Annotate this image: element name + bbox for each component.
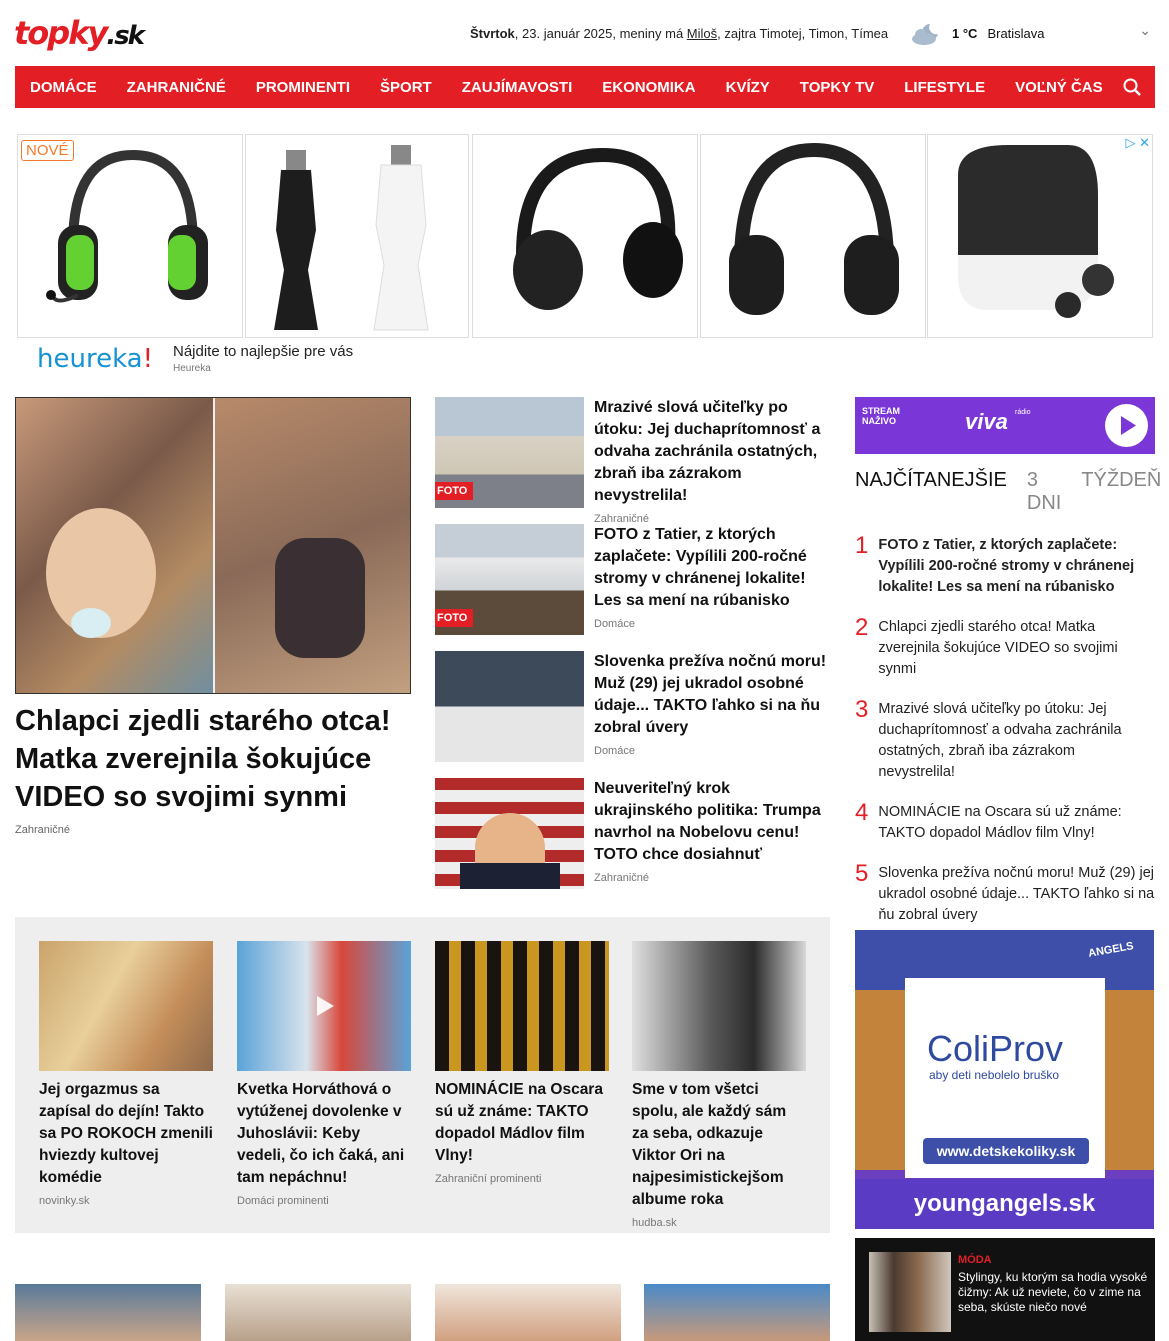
banner-footer: youngangels.sk [855, 1179, 1154, 1229]
nav-zaujimavosti[interactable]: ZAUJÍMAVOSTI [461, 78, 573, 96]
main-nav [15, 66, 1155, 108]
weekday: Štvrtok [470, 26, 515, 41]
article-thumb[interactable] [435, 397, 584, 508]
article-thumb[interactable] [15, 1284, 201, 1341]
article-title[interactable]: Slovenka prežíva nočnú moru! Muž (29) jej ukradol osobné údaje... TAKTO ľahko si na ňu zobral úvery [594, 653, 827, 736]
popular-item[interactable] [855, 696, 1155, 783]
article-thumb[interactable] [225, 1284, 411, 1341]
product-ad[interactable] [15, 132, 1155, 377]
play-icon[interactable] [309, 991, 339, 1021]
ad-product-headset-green[interactable] [17, 134, 243, 338]
moda-promo[interactable] [855, 1238, 1155, 1341]
nav-ekonomika[interactable]: EKONOMIKA [602, 78, 696, 96]
article-thumb[interactable] [435, 524, 584, 635]
nav-domace[interactable]: DOMÁCE [30, 78, 97, 96]
heureka-logo[interactable] [37, 344, 153, 374]
nav-topky-tv[interactable]: TOPKY TV [799, 78, 875, 96]
moda-title[interactable]: Stylingy, ku ktorým sa hodia vysoké čižmy: Ak už neviete, čo v zime na seba, skúste niečo nové [958, 1270, 1148, 1314]
nameday-link[interactable]: Miloš [686, 26, 718, 41]
radio-stream-label [862, 406, 900, 426]
list-item[interactable] [435, 397, 830, 524]
partner-thumb[interactable] [39, 941, 213, 1071]
lead-category[interactable]: Zahraničné [15, 824, 71, 836]
article-thumb[interactable] [435, 778, 584, 889]
nav-zahranicne[interactable]: ZAHRANIČNÉ [126, 78, 226, 96]
partner-source[interactable]: hudba.sk [632, 1217, 677, 1229]
popular-item[interactable] [855, 860, 1155, 926]
city: Bratislava [987, 25, 1045, 41]
coliprov-ad[interactable] [855, 930, 1154, 1229]
popular-title[interactable]: Chlapci zjedli starého otca! Matka zverejnila šokujúce VIDEO so svojimi synmi [878, 619, 1118, 677]
rank-number: 3 [855, 696, 869, 723]
rank-number: 2 [855, 614, 869, 641]
popular-item[interactable] [855, 532, 1155, 598]
adchoices-icon[interactable]: ▷ ✕ [1125, 135, 1150, 150]
article-title[interactable]: Mrazivé slová učiteľky po útoku: Jej duchaprítomnosť a odvaha zachránila ostatných, zbraň iba zázrakom nevystrelila! [594, 399, 821, 504]
banner-top-text: ANGELS [1087, 940, 1135, 960]
ad-product-mills[interactable] [245, 134, 469, 338]
list-item[interactable] [435, 524, 830, 651]
rank-number: 5 [855, 860, 869, 887]
article-title[interactable]: FOTO z Tatier, z ktorých zaplačete: Vypílili 200-ročné stromy v chránenej lokalite! Les sa mení na rúbanisko [594, 526, 807, 609]
partner-thumb[interactable] [632, 941, 806, 1071]
rank-number: 1 [855, 532, 869, 559]
temperature: 1 °C [952, 25, 978, 41]
logo-suffix: .sk [106, 21, 143, 51]
ad-sub: Heureka [173, 363, 211, 374]
popular-tabs [855, 469, 1162, 515]
search-icon[interactable] [1121, 76, 1143, 98]
tab-3-dni[interactable]: 3 DNI [1026, 469, 1062, 514]
popular-title[interactable]: NOMINÁCIE na Oscara sú už známe: TAKTO dopadol Mádlov film Vlny! [878, 804, 1122, 841]
tomorrow-names: , zajtra Timotej, Timon, Tímea [717, 26, 889, 41]
moda-thumb[interactable] [869, 1252, 951, 1332]
ad-tagline[interactable]: Nájdite to najlepšie pre vás [173, 343, 354, 360]
article-thumb[interactable] [435, 1284, 621, 1341]
date-info [470, 26, 888, 41]
popular-item[interactable] [855, 614, 1155, 680]
partner-title[interactable]: Kvetka Horváthová o vytúženej dovolenke v Juhoslávii: Keby vedeli, čo ich čaká, ani tam nepáchnu! [237, 1081, 405, 1186]
nav-kvizy[interactable]: KVÍZY [725, 78, 770, 96]
ad-product-headphones-black[interactable] [700, 134, 926, 338]
radio-line1: STREAM [862, 406, 900, 416]
tab-tyzden[interactable]: TÝŽDEŇ [1081, 469, 1162, 491]
date-text: , 23. január 2025, meniny má [514, 26, 687, 41]
radio-banner[interactable] [855, 397, 1155, 454]
chevron-down-icon[interactable]: ⌄ [1139, 22, 1151, 38]
article-category[interactable]: Zahraničné [594, 872, 650, 884]
list-item[interactable] [435, 778, 830, 905]
partner-articles [15, 917, 830, 1233]
partner-source[interactable]: Domáci prominenti [237, 1195, 329, 1207]
popular-title[interactable]: FOTO z Tatier, z ktorých zaplačete: Vypílili 200-ročné stromy v chránenej lokalite! Les sa mení na rúbanisko [878, 537, 1135, 595]
weather [910, 20, 1045, 46]
popular-item[interactable] [855, 799, 1155, 844]
sidebar [855, 397, 1162, 945]
nav-sport[interactable]: ŠPORT [380, 78, 432, 96]
partner-card[interactable] [237, 941, 411, 1207]
partner-card[interactable] [435, 941, 609, 1185]
heureka-brand: heureka [37, 344, 143, 374]
nav-prominenti[interactable]: PROMINENTI [255, 78, 351, 96]
radio-line2: NAŽIVO [862, 416, 897, 426]
lead-title[interactable]: Chlapci zjedli starého otca! Matka zverejnila šokujúce VIDEO so svojimi synmi [15, 705, 391, 813]
logo-main: topky [14, 14, 107, 52]
lead-article[interactable] [15, 397, 411, 836]
partner-title[interactable]: Jej orgazmus sa zapísal do dejín! Takto sa PO ROKOCH zmenili hviezdy kultovej komédie [39, 1081, 213, 1186]
lead-image[interactable] [15, 397, 411, 694]
heureka-mark: ! [142, 344, 154, 374]
ad-product-marshall[interactable] [472, 134, 698, 338]
moda-label[interactable]: MÓDA [958, 1254, 992, 1266]
popular-title[interactable]: Slovenka prežíva nočnú moru! Muž (29) jej ukradol osobné údaje... TAKTO ľahko si na ňu zobral úvery [878, 865, 1155, 923]
cloud-moon-icon [910, 20, 942, 46]
partner-card[interactable] [39, 941, 213, 1207]
article-category[interactable]: Domáce [594, 618, 635, 630]
foto-badge: FOTO [435, 609, 473, 627]
new-badge: NOVÉ [21, 140, 74, 161]
banner-tagline: aby deti nebolelo bruško [929, 1068, 1060, 1082]
rank-number: 4 [855, 799, 869, 826]
article-category[interactable]: Zahraničné [594, 513, 650, 525]
ad-product-earbuds[interactable] [927, 134, 1153, 338]
article-list [435, 397, 830, 905]
tab-najcitanejsie[interactable]: NAJČÍTANEJŠIE [855, 469, 1007, 491]
partner-title[interactable]: NOMINÁCIE na Oscara sú už známe: TAKTO dopadol Mádlov film Vlny! [435, 1081, 603, 1164]
popular-list [855, 532, 1155, 926]
nav-volny-cas[interactable]: VOĽNÝ ČAS [1015, 78, 1103, 96]
banner-url-button[interactable]: www.detskekoliky.sk [923, 1138, 1089, 1164]
article-title[interactable]: Neuveriteľný krok ukrajinského politika: Trumpa navrhol na Nobelovu cenu! TOTO chce dosiahnuť [594, 780, 821, 863]
partner-card[interactable] [632, 941, 806, 1229]
site-logo[interactable] [14, 14, 143, 52]
partner-source[interactable]: novinky.sk [39, 1195, 90, 1207]
list-item[interactable] [435, 651, 830, 778]
play-icon[interactable] [1105, 404, 1148, 447]
partner-title[interactable]: Sme v tom všetci spolu, ale každý sám za seba, odkazuje Viktor Ori na najpesimistickejšom albume roka [632, 1081, 787, 1208]
article-thumb[interactable] [435, 651, 584, 762]
foto-badge: FOTO [435, 482, 473, 500]
banner-brand: ColiProv [927, 1028, 1064, 1069]
radio-brand: viva [965, 409, 1008, 434]
article-category[interactable]: Domáce [594, 745, 635, 757]
article-thumb[interactable] [644, 1284, 830, 1341]
radio-brand-sub: rádio [1015, 409, 1031, 416]
popular-title[interactable]: Mrazivé slová učiteľky po útoku: Jej duchaprítomnosť a odvaha zachránila ostatných, zbraň iba zázrakom nevystrelila! [878, 701, 1122, 780]
partner-source[interactable]: Zahraniční prominenti [435, 1173, 542, 1185]
partner-thumb[interactable] [237, 941, 411, 1071]
partner-thumb[interactable] [435, 941, 609, 1071]
nav-lifestyle[interactable]: LIFESTYLE [904, 78, 986, 96]
